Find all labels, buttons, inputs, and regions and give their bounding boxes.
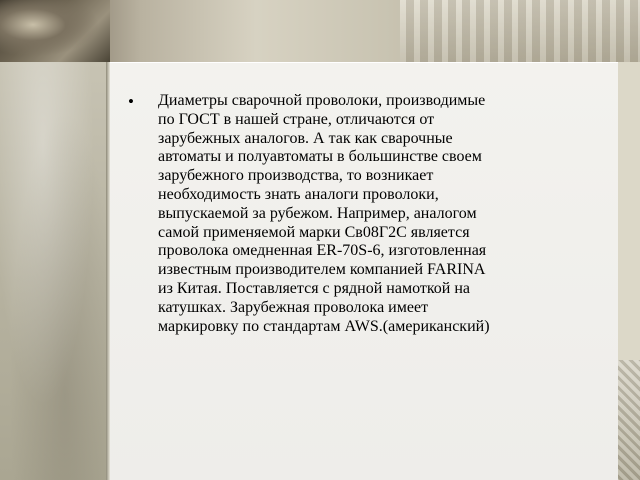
paragraph-line: из Китая. Поставляется с рядной намоткой на: [158, 279, 471, 297]
paragraph-line: необходимость знать аналоги проволоки,: [158, 185, 439, 203]
left-texture-band: [0, 62, 108, 480]
content-panel: [110, 62, 618, 480]
paragraph-line: маркировку по стандартам AWS.(американский): [158, 317, 490, 335]
bullet-item: [128, 92, 608, 336]
bullet-marker: •: [128, 92, 134, 111]
paragraph-line: проволока омедненная ER-70S-6, изготовленная: [158, 242, 487, 260]
header-photo-hands-laptop: [0, 0, 110, 62]
paragraph-line: по ГОСТ в нашей стране, отличаются от: [158, 110, 435, 128]
bullet-paragraph: [158, 92, 608, 336]
paragraph-line: Диаметры сварочной проволоки, производимые: [158, 92, 486, 109]
paragraph-line: известным производителем компанией FARINA: [158, 261, 486, 279]
paragraph-line: зарубежных аналогов. А так как сварочные: [158, 129, 453, 147]
paragraph-line: зарубежного производства, то возникает: [158, 167, 434, 185]
header-photo-buildings: [400, 0, 640, 62]
header-image-band: [0, 0, 640, 62]
paragraph-line: автоматы и полуавтоматы в большинстве своем: [158, 148, 482, 166]
bullet-list: [128, 92, 608, 336]
paragraph-line: катушках. Зарубежная проволока имеет: [158, 298, 429, 316]
paragraph-line: выпускаемой за рубежом. Например, аналогом: [158, 204, 477, 222]
paragraph-line: самой применяемой марки Св08Г2С является: [158, 223, 470, 241]
